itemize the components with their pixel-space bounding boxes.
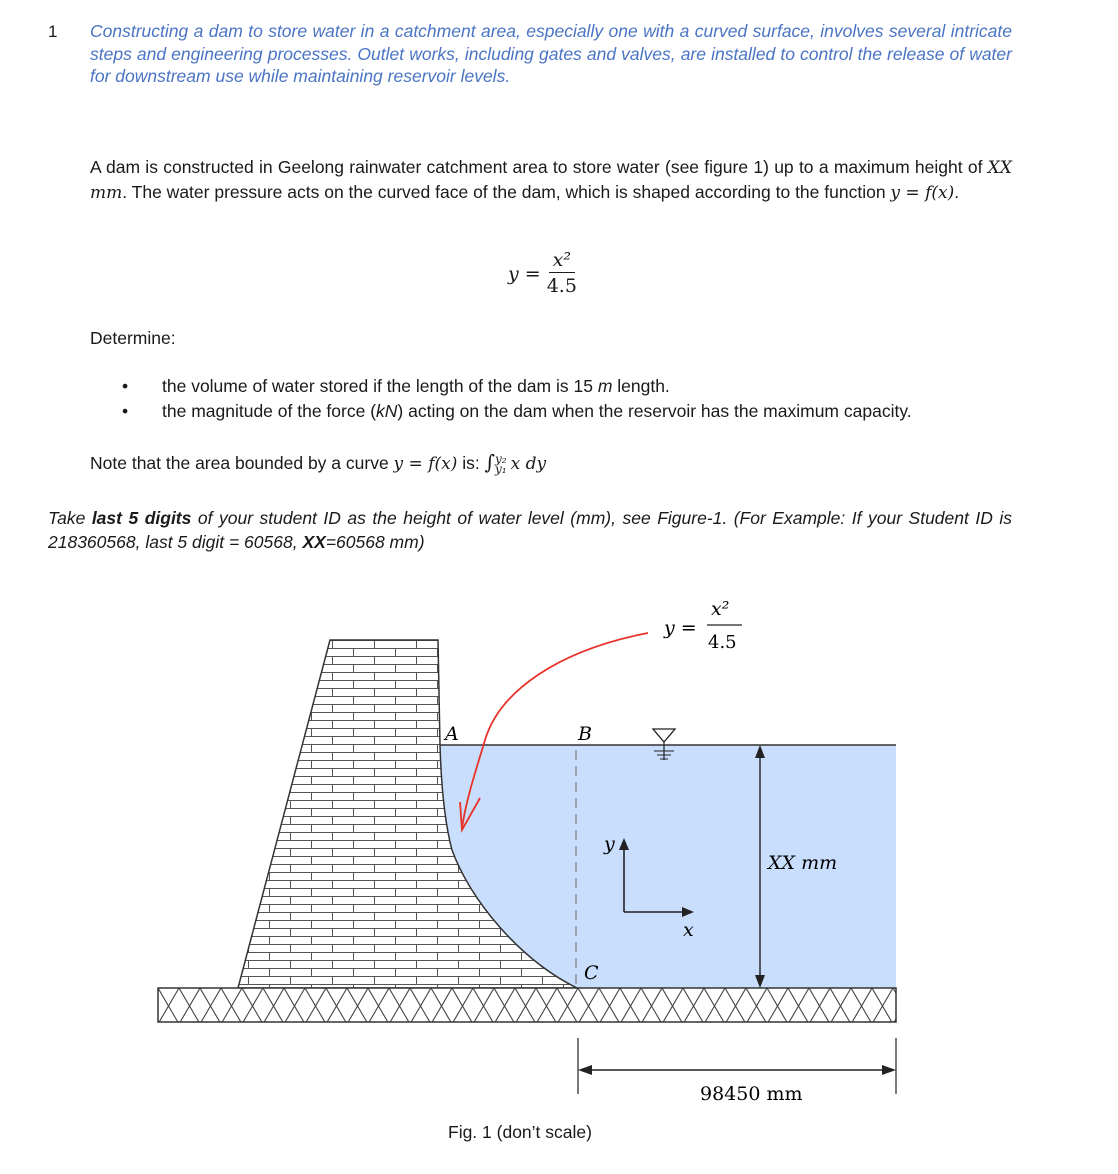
x-axis-label: x bbox=[683, 919, 694, 941]
function-symbol: y = f(x) bbox=[890, 182, 955, 203]
equation-lhs: y = bbox=[508, 262, 541, 285]
equation-numerator: x² bbox=[549, 248, 575, 273]
integrand: x dy bbox=[510, 454, 547, 474]
xx-emphasis: XX bbox=[302, 531, 326, 552]
note-text-2: is: bbox=[457, 453, 485, 473]
last-digits-emphasis: last 5 digits bbox=[91, 508, 192, 528]
figure-eq-lhs: y = bbox=[664, 617, 697, 639]
point-b-label: B bbox=[578, 723, 592, 745]
point-c-label: C bbox=[584, 962, 599, 984]
equation-denominator: 4.5 bbox=[546, 275, 577, 297]
point-a-label: A bbox=[445, 723, 459, 745]
note-function: y = f(x) bbox=[393, 454, 458, 474]
task-force: • the magnitude of the force (kN) acting on the dam when the reservoir has the maximum capacity. bbox=[120, 399, 912, 424]
figure-caption: Fig. 1 (don’t scale) bbox=[448, 1122, 592, 1142]
integral-sign: ∫ bbox=[484, 450, 496, 474]
note-text-1: Note that the area bounded by a curve bbox=[90, 453, 394, 473]
figure-eq-numerator: x² bbox=[711, 598, 730, 620]
question-number: 1 bbox=[48, 22, 58, 41]
ground-base bbox=[158, 988, 896, 1022]
integral-limits: y₂ y₁ bbox=[495, 452, 507, 477]
problem-text-3: . bbox=[954, 181, 960, 202]
y-axis-label: y bbox=[604, 833, 615, 855]
width-label: 98450 mm bbox=[700, 1083, 803, 1105]
problem-text-1: A dam is constructed in Geelong rainwater catchment area to store water (see figure 1) up to a maximum height of bbox=[90, 157, 988, 177]
figure-eq-denominator: 4.5 bbox=[708, 632, 737, 653]
determine-label: Determine: bbox=[90, 328, 176, 348]
height-label: XX mm bbox=[768, 852, 838, 874]
question-intro: Constructing a dam to store water in a catchment area, especially one with a curved surface, involves several intricate steps and engineering processes. Outlet works, including gates and valves, are installed to control the release of water for downstream use while maintaining reservoir levels. bbox=[90, 21, 1012, 86]
student-id-instruction: Take last 5 digits of your student ID as the height of water level (mm), see Figure-1. (For Example: If your Student ID is 218360568, last 5 digit = 60568, XX=60568 mm) bbox=[48, 508, 1012, 552]
task-volume: • the volume of water stored if the length of the dam is 15 m length. bbox=[120, 374, 912, 399]
max-height-symbol: XX mm bbox=[90, 158, 1012, 203]
problem-text-2: . The water pressure acts on the curved face of the dam, which is shaped according to the function bbox=[122, 181, 891, 202]
